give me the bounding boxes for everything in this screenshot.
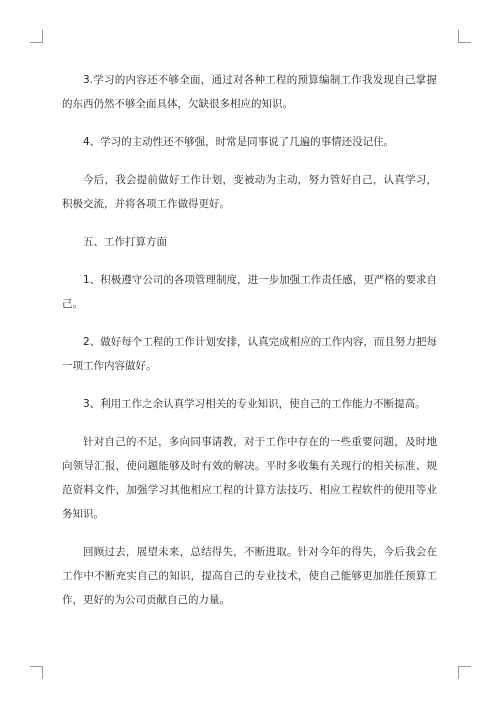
document-body bbox=[62, 68, 437, 626]
crop-mark-top-right bbox=[458, 30, 471, 43]
paragraph: 回顾过去，展望未来，总结得失，不断进取。针对今年的得失，今后我会在工作中不断充实自己的知识，提高自己的专业技术，使自己能够更加胜任预算工作，更好的为公司贡献自己的力量。 bbox=[62, 546, 437, 606]
paragraph: 4、学习的主动性还不够强，时常是同事说了几遍的事情还没记住。 bbox=[83, 136, 395, 148]
paragraph: 针对自己的不足，多向同事请教，对于工作中存在的一些重要问题，及时地向领导汇报，使问题能够及时有效的解决。平时多收集有关现行的相关标准、规范资料文件，加强学习其他相应工程的计算方法技巧、相应工程软件的使用等业务知识。 bbox=[62, 436, 437, 520]
paragraph: 3.学习的内容还不够全面，通过对各种工程的预算编制工作我发现自己掌握的东西仍然不够全面具体，欠缺很多相应的知识。 bbox=[62, 74, 437, 110]
paragraph: 3、利用工作之余认真学习相关的专业知识，使自己的工作能力不断提高。 bbox=[83, 398, 426, 410]
section-heading: 五、工作打算方面 bbox=[83, 236, 167, 248]
paragraph: 1、积极遵守公司的各项管理制度，进一步加强工作责任感，更严格的要求自己。 bbox=[62, 274, 437, 310]
crop-mark-top-left bbox=[30, 30, 43, 43]
crop-mark-bottom-left bbox=[30, 666, 43, 679]
paragraph: 今后，我会提前做好工作计划，变被动为主动，努力管好自己，认真学习，积极交流，并将各项工作做得更好。 bbox=[62, 174, 437, 210]
crop-mark-bottom-right bbox=[458, 666, 471, 679]
paragraph: 2、做好每个工程的工作计划安排，认真完成相应的工作内容，而且努力把每一项工作内容做好。 bbox=[62, 336, 437, 372]
